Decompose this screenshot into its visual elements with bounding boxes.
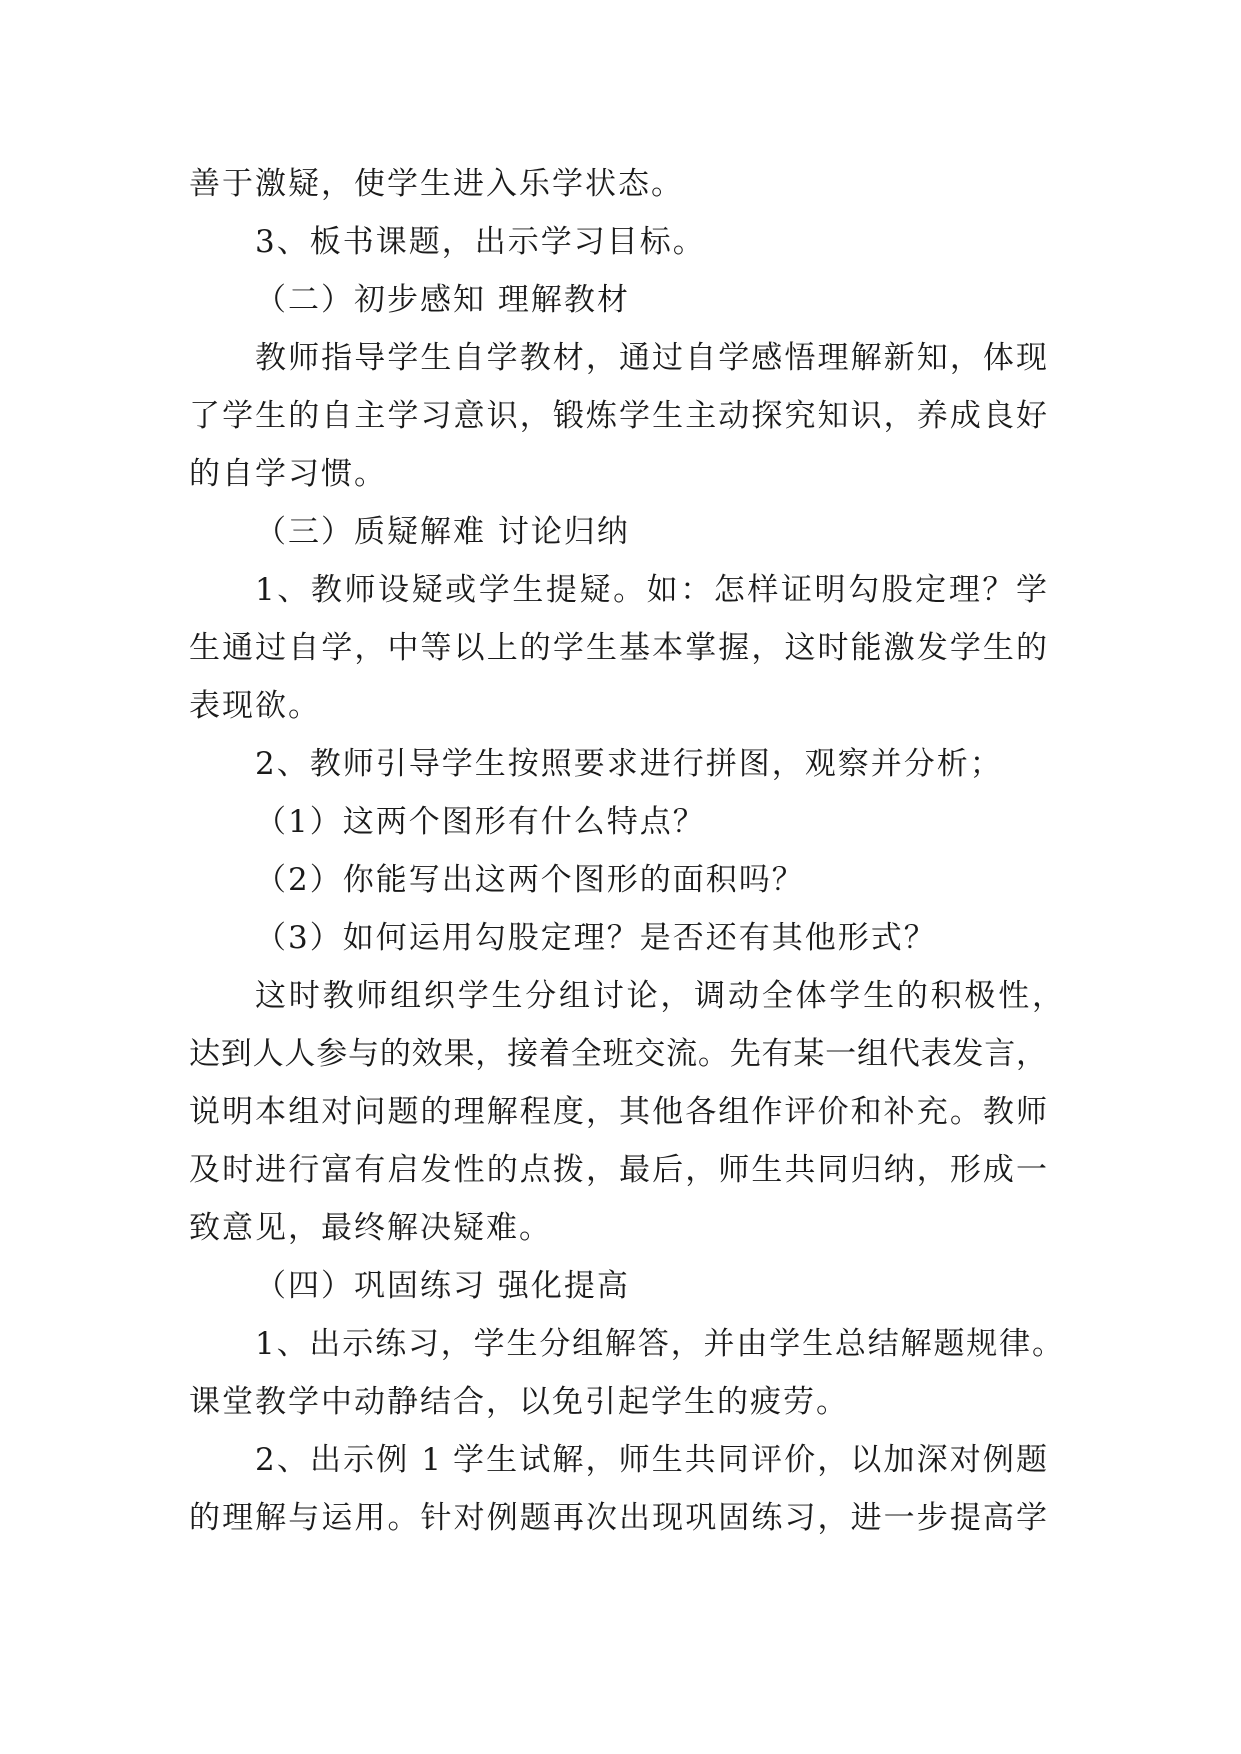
paragraph bbox=[189, 1431, 1047, 1547]
text-line: 教师指导学生自学教材，通过自学感悟理解新知，体现 bbox=[255, 340, 1047, 376]
text-line: 说明本组对问题的理解程度，其他各组作评价和补充。教师 bbox=[189, 1094, 1047, 1130]
section-heading: （三）质疑解难 讨论归纳 bbox=[255, 514, 630, 550]
text-line: 课堂教学中动静结合，以免引起学生的疲劳。 bbox=[189, 1384, 849, 1420]
list-item bbox=[189, 793, 1047, 851]
text-line: 这时教师组织学生分组讨论，调动全体学生的积极性， bbox=[255, 978, 1063, 1014]
document-body bbox=[189, 155, 1063, 1547]
text-line: 了学生的自主学习意识，锻炼学生主动探究知识，养成良好 bbox=[189, 398, 1047, 434]
text-line: （2）你能写出这两个图形的面积吗？ bbox=[255, 862, 805, 898]
paragraph bbox=[189, 155, 1047, 213]
text-line: 1、出示练习，学生分组解答，并由学生总结解题规律。 bbox=[255, 1326, 1063, 1362]
text-line: 3、板书课题，出示学习目标。 bbox=[255, 224, 706, 260]
section-heading: （二）初步感知 理解教材 bbox=[255, 282, 630, 318]
list-item bbox=[189, 851, 1047, 909]
paragraph bbox=[189, 329, 1047, 503]
text-line: 的自学习惯。 bbox=[189, 456, 387, 492]
section-heading: （四）巩固练习 强化提高 bbox=[255, 1268, 630, 1304]
paragraph bbox=[189, 561, 1047, 735]
paragraph bbox=[189, 735, 1047, 793]
paragraph bbox=[189, 213, 1047, 271]
text-line: 致意见，最终解决疑难。 bbox=[189, 1210, 552, 1246]
text-line: （1）这两个图形有什么特点？ bbox=[255, 804, 706, 840]
text-line: 表现欲。 bbox=[189, 688, 321, 724]
text-line: 的理解与运用。针对例题再次出现巩固练习，进一步提高学 bbox=[189, 1500, 1047, 1536]
text-line: 生通过自学，中等以上的学生基本掌握，这时能激发学生的 bbox=[189, 630, 1047, 666]
text-line: （3）如何运用勾股定理？是否还有其他形式？ bbox=[255, 920, 937, 956]
list-item bbox=[189, 909, 1047, 967]
paragraph bbox=[189, 967, 1063, 1257]
text-line: 1、教师设疑或学生提疑。如：怎样证明勾股定理？学 bbox=[255, 572, 1047, 608]
text-line: 达到人人参与的效果，接着全班交流。先有某一组代表发言， bbox=[189, 1036, 1047, 1072]
text-line: 2、出示例 1 学生试解，师生共同评价，以加深对例题 bbox=[255, 1442, 1047, 1478]
text-line: 及时进行富有启发性的点拨，最后，师生共同归纳，形成一 bbox=[189, 1152, 1047, 1188]
text-line: 善于激疑，使学生进入乐学状态。 bbox=[189, 166, 684, 202]
text-line: 2、教师引导学生按照要求进行拼图，观察并分析； bbox=[255, 746, 1003, 782]
paragraph bbox=[189, 1315, 1063, 1431]
